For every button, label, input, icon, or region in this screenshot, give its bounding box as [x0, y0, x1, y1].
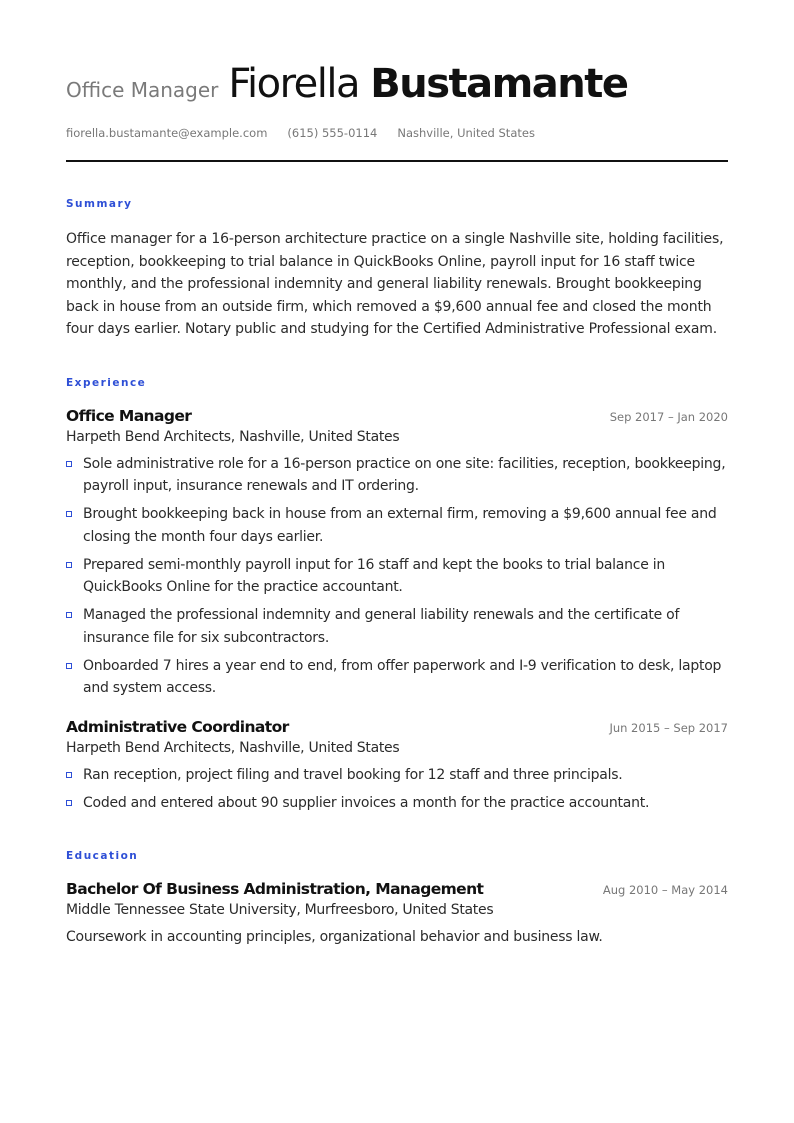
achievement-list [66, 764, 728, 815]
job-title: Office Manager [66, 78, 219, 102]
achievement-item [66, 764, 728, 787]
achievement-item [66, 503, 728, 548]
achievement-item [66, 655, 728, 700]
degree-title: Bachelor Of Business Administration, Management [66, 880, 484, 898]
first-name: Fiorella [228, 61, 360, 107]
summary-text: Office manager for a 16-person architecture practice on a single Nashville site, holding facilities, reception, bookkeeping to trial balance in QuickBooks Online, payroll input for 16 staff twice monthly, and the professional indemnity and general liability renewals. Brought bookkeeping back in house from an outside firm, which removed a $9,600 annual fee and closed the month four days earlier. Notary public and studying for the Certified Administrative Professional exam. [66, 231, 724, 337]
achievement-text: Brought bookkeeping back in house from an external firm, removing a $9,600 annual fee and closing the month four days earlier. [83, 506, 717, 545]
last-name: Bustamante [370, 61, 628, 107]
square-bullet-icon [66, 663, 72, 669]
employer: Harpeth Bend Architects, Nashville, United States [66, 739, 400, 756]
experience-entry [66, 407, 728, 700]
square-bullet-icon [66, 562, 72, 568]
phone[interactable]: (615) 555-0114 [287, 126, 378, 140]
achievement-text: Sole administrative role for a 16-person practice on one site: facilities, reception, bookkeeping, payroll input, insurance renewals and IT ordering. [83, 455, 726, 494]
summary-heading: Summary [66, 198, 133, 210]
position-title: Office Manager [66, 406, 192, 425]
square-bullet-icon [66, 461, 72, 467]
education-description: Coursework in accounting principles, organizational behavior and business law. [66, 929, 603, 945]
square-bullet-icon [66, 772, 72, 778]
entry-header [66, 407, 728, 425]
full-name [228, 61, 628, 107]
achievement-text: Onboarded 7 hires a year end to end, from offer paperwork and I-9 verification to desk, laptop and system access. [83, 657, 722, 696]
entry-header [66, 718, 728, 736]
achievement-item [66, 453, 728, 498]
position-dates: Jun 2015 – Sep 2017 [609, 720, 728, 735]
achievement-item [66, 792, 728, 815]
achievement-text: Ran reception, project filing and travel booking for 12 staff and three principals. [83, 766, 623, 783]
email[interactable]: fiorella.bustamante@example.com [66, 126, 268, 140]
achievement-text: Prepared semi-monthly payroll input for 16 staff and kept the books to trial balance in QuickBooks Online for the practice accountant. [83, 556, 666, 595]
education-entry [66, 880, 728, 949]
education-dates: Aug 2010 – May 2014 [602, 883, 728, 897]
position-dates: Sep 2017 – Jan 2020 [609, 409, 728, 424]
achievement-text: Coded and entered about 90 supplier invoices a month for the practice accountant. [83, 794, 650, 811]
entry-header [66, 880, 728, 898]
square-bullet-icon [66, 612, 72, 618]
contact-info [66, 126, 728, 140]
position-title: Administrative Coordinator [66, 717, 289, 736]
location: Nashville, United States [397, 126, 535, 140]
square-bullet-icon [66, 800, 72, 806]
employer: Harpeth Bend Architects, Nashville, United States [66, 428, 400, 445]
achievement-text: Managed the professional indemnity and general liability renewals and the certificate of insurance file for six subcontractors. [83, 607, 680, 646]
achievement-item [66, 604, 728, 649]
experience-heading: Experience [66, 376, 147, 389]
experience-entry [66, 718, 728, 815]
square-bullet-icon [66, 511, 72, 517]
education-heading: Education [66, 850, 139, 862]
header-divider [66, 160, 728, 162]
achievement-list [66, 453, 728, 700]
achievement-item [66, 554, 728, 599]
school: Middle Tennessee State University, Murfreesboro, United States [66, 902, 494, 918]
resume-header [66, 61, 728, 107]
